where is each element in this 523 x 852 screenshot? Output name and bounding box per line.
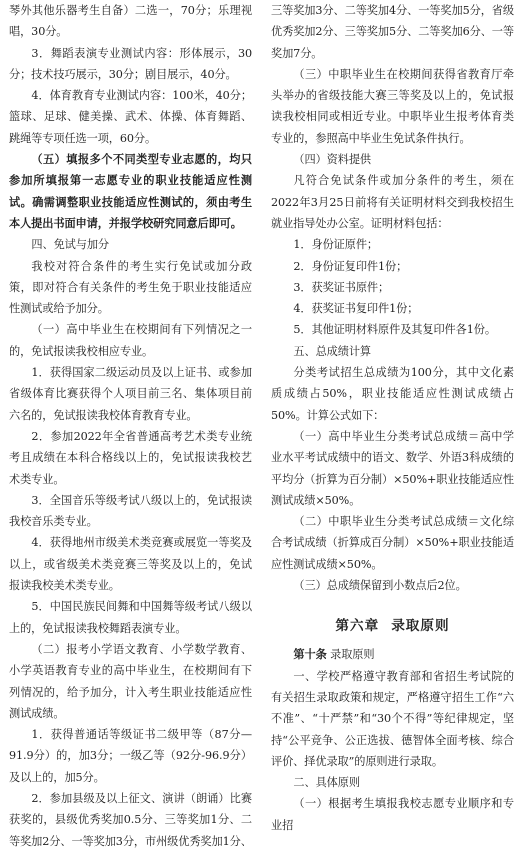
list-item: 2．身份证复印件1份； xyxy=(293,259,408,273)
section-heading: 四、免试与加分 xyxy=(31,238,110,252)
article-number: 第十条 xyxy=(293,648,327,662)
paragraph: 一、学校严格遵守教育部和省招生考试院的有关招生录取政策和规定，严格遵守招生工作“六不准”、“十严禁”和“30个不得”等纪律规定，坚持“公平竞争、公正选拔、德智体全面考核、综合评价、择优录取”的原则进行录取。 xyxy=(271,669,514,768)
section-heading: 二、具体原则 xyxy=(293,776,360,790)
chapter-title: 录取原则 xyxy=(391,618,450,635)
chapter-heading xyxy=(271,614,514,634)
chapter-number: 第六章 xyxy=(335,618,380,635)
left-column xyxy=(9,0,252,848)
paragraph: 琴外其他乐器考生自备）二选一，70分；乐理视唱，30分。 xyxy=(9,4,252,39)
section-heading: （四）资料提供 xyxy=(293,153,372,167)
paragraph: （一）高中毕业生在校期间有下列情况之一的，免试报读我校相应专业。 xyxy=(9,323,252,358)
list-item: 3．获奖证书原件； xyxy=(293,280,390,294)
paragraph: （三）中职毕业生在校期间获得省教育厅牵头举办的省级技能大赛三等奖及以上的，免试报读我校相同或相近专业。中职毕业生报考体育类专业的，参照高中毕业生免试条件执行。 xyxy=(271,67,514,145)
paragraph: （一）高中毕业生分类考试总成绩＝高中学业水平考试成绩中的语文、数学、外语3科成绩的平均分（折算为百分制）×50%+职业技能适应性测试成绩×50%。 xyxy=(271,429,514,507)
paragraph: 4．体育教育专业测试内容：100米，40分；篮球、足球、健美操、武术、体操、体育舞蹈、跳绳等专项任选一项，60分。 xyxy=(9,89,252,145)
list-item: 5．其他证明材料原件及其复印件各1份。 xyxy=(293,323,496,337)
paragraph: （二）中职毕业生分类考试总成绩＝文化综合考试成绩（折算成百分制）×50%+职业技能适应性测试成绩×50%。 xyxy=(271,515,514,571)
paragraph: （三）总成绩保留到小数点后2位。 xyxy=(293,579,467,593)
paragraph-bold: （五）填报多个不同类型专业志愿的，均只参加所填报第一志愿专业的职业技能适应性测试。确需调整职业技能适应性测试的，须由考生本人提出书面申请，并报学校研究同意后即可。 xyxy=(9,152,252,230)
paragraph: 2．参加县级及以上征文、演讲（朗诵）比赛获奖的，县级优秀奖加0.5分、三等奖加1分、二等奖加2分、一等奖加3分，市州级优秀奖加1分、 xyxy=(9,791,252,848)
list-item: 1．身份证原件； xyxy=(293,238,379,252)
list-item: 4．获奖证书复印件1份； xyxy=(293,302,419,316)
right-column xyxy=(271,0,514,832)
article-heading xyxy=(271,644,514,665)
section-heading: 五、总成绩计算 xyxy=(293,344,372,358)
paragraph: 三等奖加3分、二等奖加4分、一等奖加5分，省级优秀奖加2分、三等奖加5分、二等奖加6分、一等奖加7分。 xyxy=(271,4,514,60)
paragraph: （一）根据考生填报我校志愿专业顺序和专业招 xyxy=(271,797,514,832)
paragraph: 我校对符合条件的考生实行免试或加分政策，即对符合有关条件的考生免于职业技能适应性测试或给予加分。 xyxy=(9,259,252,316)
paragraph: 1．获得国家二级运动员及以上证书、或参加省级体育比赛获得个人项目前三名、集体项目前六名的，免试报读我校体育教育专业。 xyxy=(9,366,252,422)
document-page xyxy=(9,0,514,848)
paragraph: （二）报考小学语文教育、小学数学教育、小学英语教育专业的高中毕业生，在校期间有下列情况的，给予加分，计入考生职业技能适应性测试成绩。 xyxy=(9,642,252,720)
paragraph: 3．全国音乐等级考试八级以上的，免试报读我校音乐类专业。 xyxy=(9,493,252,529)
article-title: 录取原则 xyxy=(330,648,375,662)
paragraph: 2．参加2022年全省普通高考艺术类专业统考且成绩在本科合格线以上的，免试报读我校艺术类专业。 xyxy=(9,429,252,486)
paragraph: 分类考试招生总成绩为100分，其中文化素质成绩占50%，职业技能适应性测试成绩占50%。计算公式如下： xyxy=(271,366,514,422)
paragraph: 1．获得普通话等级证书二级甲等（87分—91.9分）的，加3分；一级乙等（92分-96.9分）及以上的，加5分。 xyxy=(9,728,252,784)
paragraph: 4．获得地州市级美术类竞赛或展览一等奖及以上，或省级美术类竞赛三等奖及以上的，免试报读我校美术类专业。 xyxy=(9,536,252,593)
paragraph: 5．中国民族民间舞和中国舞等级考试八级以上的，免试报读我校舞蹈表演专业。 xyxy=(9,600,252,635)
paragraph: 3．舞蹈表演专业测试内容：形体展示，30分；技术技巧展示，30分；剧目展示，40分。 xyxy=(9,46,252,81)
paragraph: 凡符合免试条件或加分条件的考生，须在2022年3月25日前将有关证明材料交到我校招生就业指导处办公室。证明材料包括： xyxy=(271,174,514,230)
